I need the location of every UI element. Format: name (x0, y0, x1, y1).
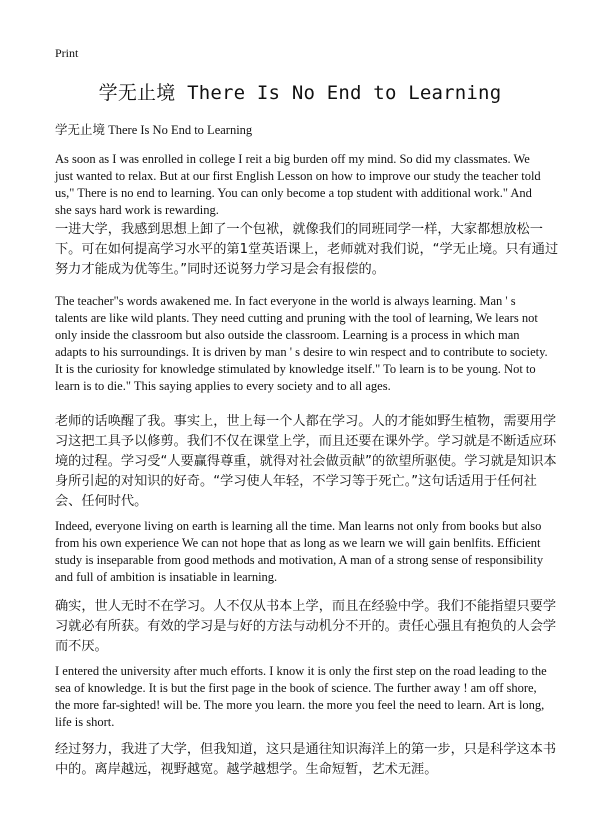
paragraph-english-1: As soon as I was enrolled in college I reit a big burden off my mind. So did my classmates. We just wanted to relax. But at our first English Lesson on how to improve our study the teacher told us," There is no end to learning. You can only become a top student with additional work." And she says hard work is rewarding. (55, 152, 541, 217)
article-subtitle: 学无止境 There Is No End to Learning (55, 123, 253, 137)
paragraph-chinese-2: 老师的话唤醒了我。事实上，世上每一个人都在学习。人的才能如野生植物，需要用学习这把工具予以修剪。我们不仅在课堂上学，而且还要在课外学。学习就是不断适应环境的过程。学习受“人要赢得尊重，就得对社会做贡献”的欲望所驱使。学习就是知识本身所引起的对知识的好奇。“学习使人年轻，不学习等于死亡。”这句话适用于任何社会、任何时代。 (55, 414, 557, 509)
paragraph-english-2: The teacher"s words awakened me. In fact everyone in the world is always learning. Man ' s talents are like wild plants. They need cutting and pruning with the tool of learning, We lears not only inside the classroom but also outside the classroom. Learning is a process in which man adapts to his surroundings. It is driven by man ' s desire to win respect and to contribute to society. It is the curiosity for knowledge stimulated by knowledge itself." To learn is to be young. Not to learn is to die." This saying applies to every society and to all ages. (55, 294, 548, 393)
page-title: 学无止境 There Is No End to Learning (98, 82, 502, 104)
paragraph-english-4: I entered the university after much efforts. I know it is only the first step on the road leading to the sea of knowledge. It is but the first page in the book of science. The further away ! am off shore, the more far-sighted! will be. The more you learn. the more you feel the need to learn. Art is long, life is short. (55, 664, 547, 729)
paragraph-english-3: Indeed, everyone living on earth is learning all the time. Man learns not only from books but also from his own experience We can not hope that as long as we learn we will gain benlfits. Efficient study is inseparable from good methods and motivation, A man of a strong sense of responsibility and full of ambition is insatiable in learning. (55, 519, 544, 584)
paragraph-chinese-4: 经过努力，我进了大学，但我知道，这只是通往知识海洋上的第一步，只是科学这本书中的。离岸越远，视野越宽。越学越想学。生命短暂，艺术无涯。 (55, 742, 557, 777)
paragraph-chinese-1: 一进大学，我感到思想上卸了一个包袱，就像我们的同班同学一样，大家都想放松一下。可在如何提高学习水平的第1堂英语课上，老师就对我们说，“学无止境。只有通过努力才能成为优等生。”同时还说努力学习是会有报偿的。 (55, 222, 559, 277)
paragraph-chinese-3: 确实，世人无时不在学习。人不仅从书本上学，而且在经验中学。我们不能指望只要学习就必有所获。有效的学习是与好的方法与动机分不开的。责任心强且有抱负的人会学而不厌。 (55, 599, 557, 654)
print-link[interactable]: Print (55, 46, 79, 60)
